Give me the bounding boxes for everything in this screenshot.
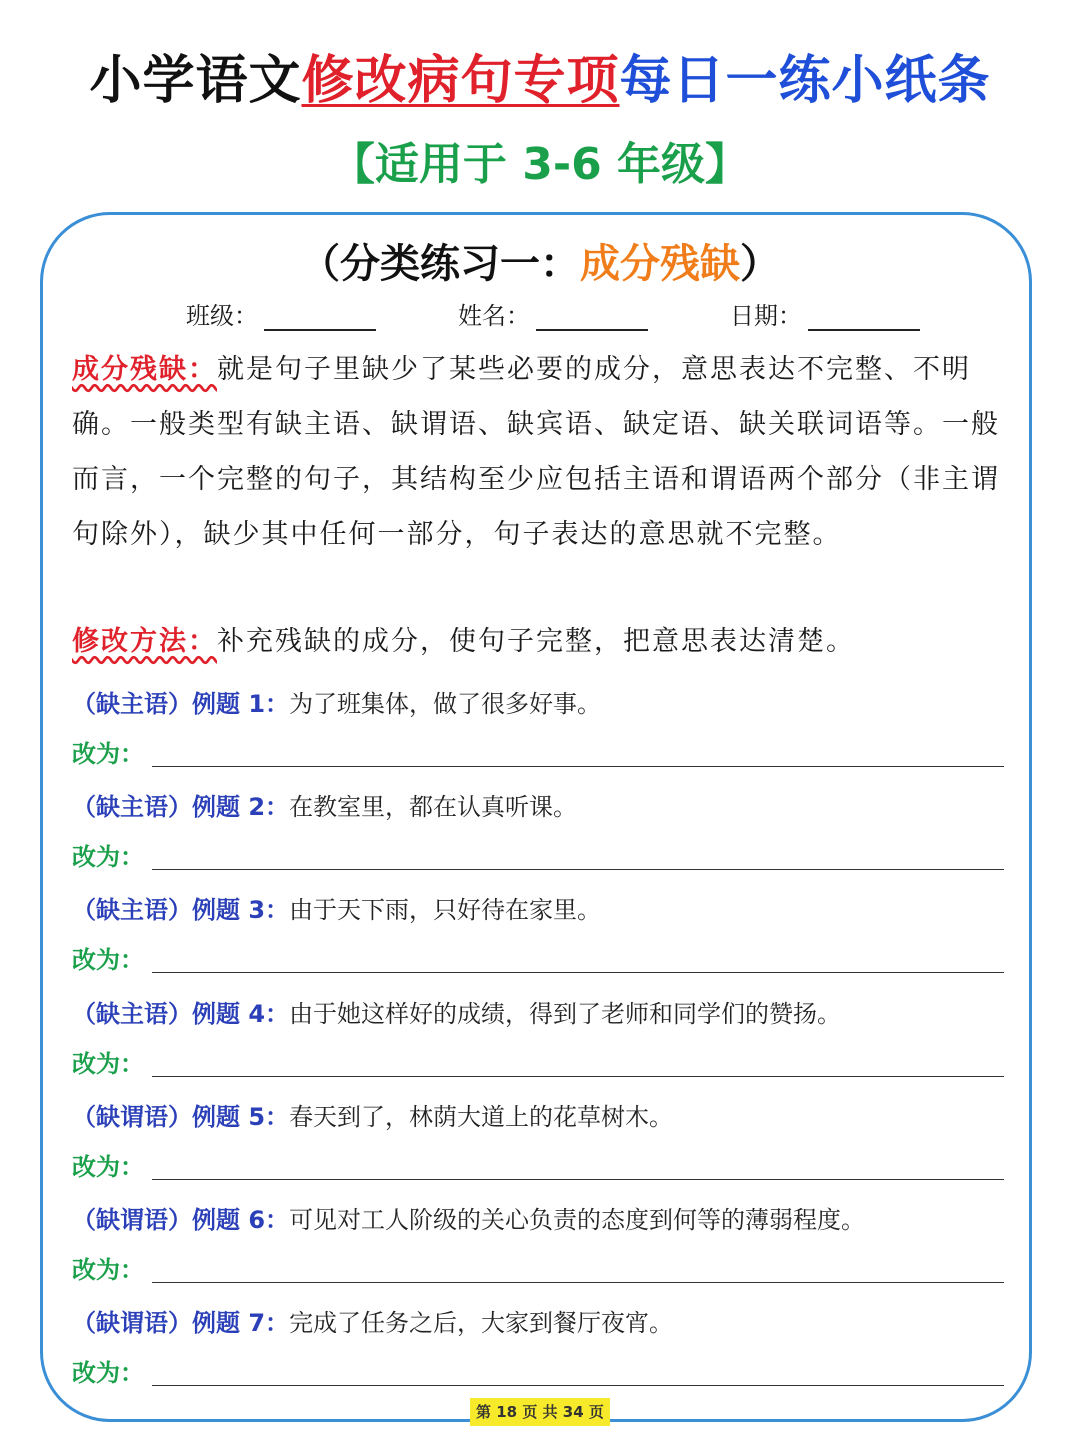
title-part-2: 修改病句专项 xyxy=(301,51,620,111)
example-tag: （缺主语）例题 1： xyxy=(72,690,290,718)
answer-line[interactable] xyxy=(152,869,1004,870)
definition-paragraph xyxy=(72,342,1007,562)
example-tag: （缺谓语）例题 6： xyxy=(72,1206,290,1234)
example-6 xyxy=(72,1200,865,1235)
answer-label: 改为： xyxy=(72,1153,144,1181)
section-highlight: 成分残缺 xyxy=(580,241,740,287)
answer-line[interactable] xyxy=(152,1385,1004,1386)
date-field[interactable] xyxy=(730,296,920,331)
answer-label: 改为： xyxy=(72,740,144,768)
name-field[interactable] xyxy=(458,296,648,331)
definition-keyword: 成分残缺： xyxy=(72,354,217,385)
name-label: 姓名： xyxy=(458,302,530,330)
date-label: 日期： xyxy=(730,302,802,330)
answer-row-2[interactable] xyxy=(72,837,1004,873)
example-4 xyxy=(72,994,841,1029)
answer-label: 改为： xyxy=(72,843,144,871)
example-tag: （缺谓语）例题 7： xyxy=(72,1309,290,1337)
page-title xyxy=(0,38,1080,113)
section-prefix: （分类练习一： xyxy=(300,241,580,287)
answer-row-1[interactable] xyxy=(72,734,1004,770)
answer-label: 改为： xyxy=(72,1359,144,1387)
title-part-3: 每日一练小纸条 xyxy=(619,51,991,111)
definition-text: 就是句子里缺少了某些必要的成分，意思表达不完整、不明确。一般类型有缺主语、缺谓语、缺宾语、缺定语、缺关联词语等。一般而言，一个完整的句子，其结构至少应包括主语和谓语两个部分（非主谓句除外），缺少其中任何一部分，句子表达的意思就不完整。 xyxy=(72,354,1000,550)
section-title xyxy=(0,232,1080,289)
answer-line[interactable] xyxy=(152,1076,1004,1077)
class-field[interactable] xyxy=(186,296,376,331)
class-blank[interactable] xyxy=(264,305,376,331)
answer-line[interactable] xyxy=(152,1179,1004,1180)
example-tag: （缺谓语）例题 5： xyxy=(72,1103,290,1131)
class-label: 班级： xyxy=(186,302,258,330)
example-sentence: 由于天下雨，只好待在家里。 xyxy=(289,896,602,924)
example-tag: （缺主语）例题 3： xyxy=(72,896,290,924)
answer-line[interactable] xyxy=(152,766,1004,767)
answer-row-4[interactable] xyxy=(72,1044,1004,1080)
title-part-1: 小学语文 xyxy=(89,51,302,111)
answer-label: 改为： xyxy=(72,1050,144,1078)
answer-row-6[interactable] xyxy=(72,1250,1004,1286)
answer-row-5[interactable] xyxy=(72,1147,1004,1183)
example-2 xyxy=(72,787,577,822)
example-tag: （缺主语）例题 4： xyxy=(72,1000,290,1028)
answer-row-3[interactable] xyxy=(72,940,1004,976)
name-blank[interactable] xyxy=(536,305,648,331)
example-sentence: 春天到了，林荫大道上的花草树木。 xyxy=(289,1103,674,1131)
answer-line[interactable] xyxy=(152,1282,1004,1283)
method-keyword: 修改方法： xyxy=(72,626,217,657)
example-tag: （缺主语）例题 2： xyxy=(72,793,290,821)
answer-line[interactable] xyxy=(152,972,1004,973)
example-sentence: 完成了任务之后，大家到餐厅夜宵。 xyxy=(289,1309,674,1337)
date-blank[interactable] xyxy=(808,305,920,331)
section-suffix: ） xyxy=(740,241,780,287)
example-7 xyxy=(72,1303,673,1338)
answer-label: 改为： xyxy=(72,946,144,974)
grade-subtitle: 【适用于 3-6 年级】 xyxy=(330,139,750,190)
method-text: 补充残缺的成分，使句子完整，把意思表达清楚。 xyxy=(217,626,855,657)
example-sentence: 为了班集体，做了很多好事。 xyxy=(289,690,602,718)
method-paragraph xyxy=(72,614,1007,669)
answer-row-7[interactable] xyxy=(72,1353,1004,1389)
example-3 xyxy=(72,890,601,925)
example-5 xyxy=(72,1097,673,1132)
page-number-footer: 第 18 页 共 34 页 xyxy=(470,1398,610,1426)
example-sentence: 由于她这样好的成绩，得到了老师和同学们的赞扬。 xyxy=(289,1000,842,1028)
example-sentence: 可见对工人阶级的关心负责的态度到何等的薄弱程度。 xyxy=(289,1206,866,1234)
answer-label: 改为： xyxy=(72,1256,144,1284)
example-1 xyxy=(72,684,601,719)
example-sentence: 在教室里，都在认真听课。 xyxy=(289,793,578,821)
